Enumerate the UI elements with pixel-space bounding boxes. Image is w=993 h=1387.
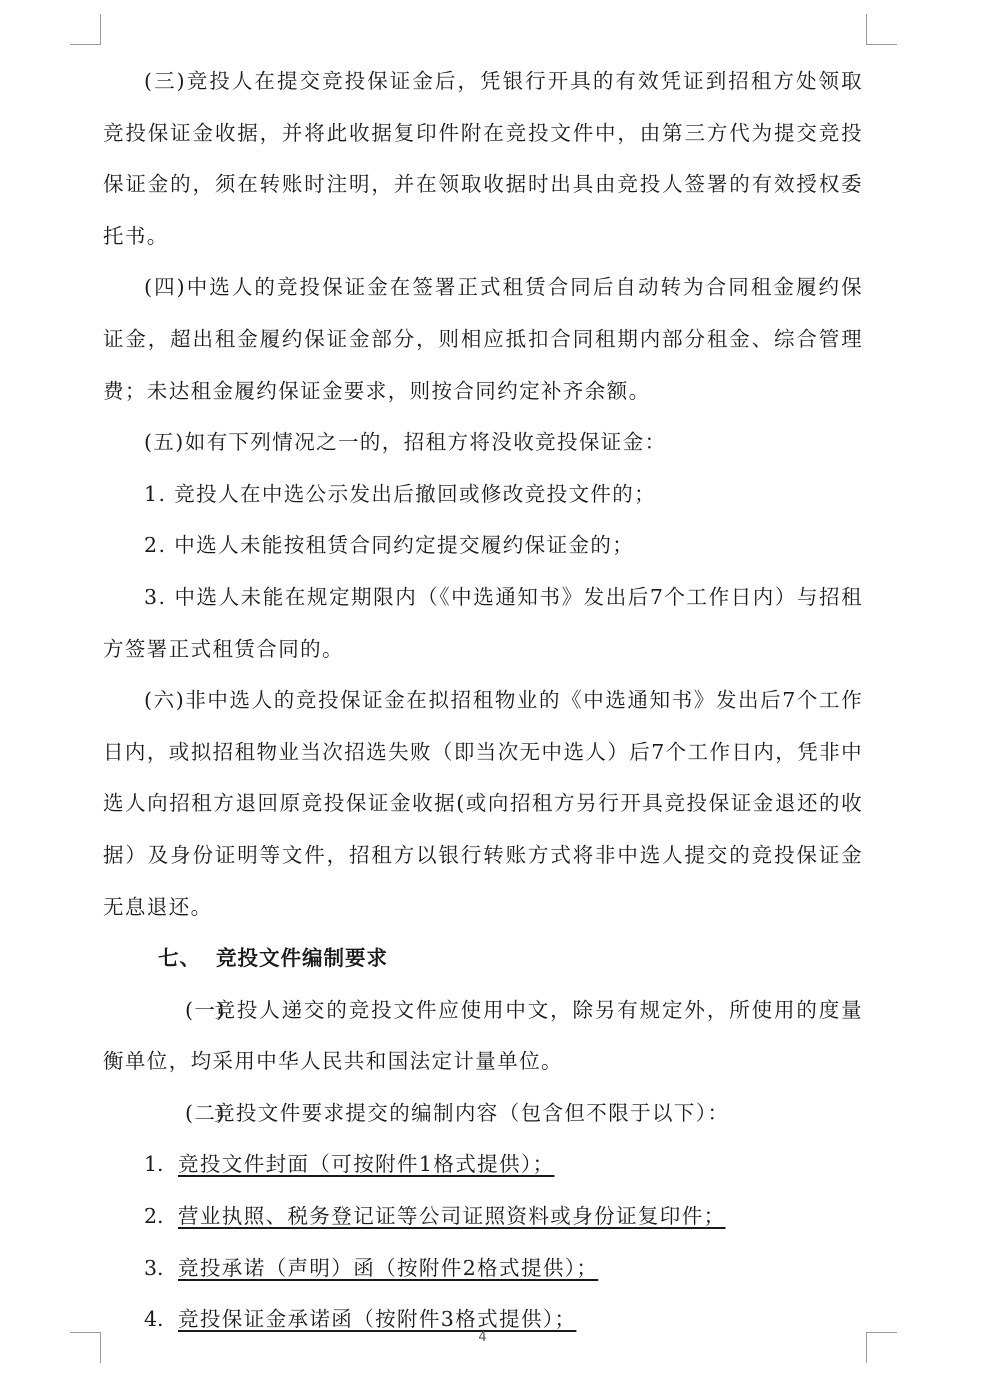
list-item-number: 3.	[144, 1255, 164, 1280]
list-item-number: 4.	[144, 1307, 164, 1332]
paragraph-forfeiture-case-1: 1. 竞投人在中选公示发出后撤回或修改竞投文件的；	[144, 481, 657, 506]
subsection-2-text: 竞投文件要求提交的编制内容（包含但不限于以下）：	[214, 1100, 730, 1125]
list-item	[103, 1191, 863, 1243]
list-item	[103, 1139, 863, 1191]
crop-mark-top-right	[866, 14, 897, 45]
page-body	[103, 56, 863, 1346]
list-item-text: 竞投保证金承诺函（按附件3格式提供）；	[178, 1307, 577, 1332]
list-item-text: 竞投文件封面（可按附件1格式提供）；	[178, 1152, 555, 1177]
page-number: 4	[478, 1330, 487, 1345]
paragraph-deposit-receipt: (三)竞投人在提交竞投保证金后，凭银行开具的有效凭证到招租方处领取竞投保证金收据，并将此收据复印件附在竞投文件中，由第三方代为提交竞投保证金的，须在转账时注明，并在领取收据时出具由竞投人签署的有效授权委托书。	[103, 69, 863, 248]
crop-mark-top-left	[70, 14, 101, 45]
subsection-1	[103, 985, 863, 1088]
subsection-1-text: 竞投人递交的竞投文件应使用中文，除另有规定外，所使用的度量衡单位，均采用中华人民共和国法定计量单位。	[103, 997, 863, 1074]
list-item	[103, 1243, 863, 1295]
section-title: 竞投文件编制要求	[216, 946, 388, 971]
subsection-1-number: (一)	[185, 997, 226, 1022]
list-item-number: 2.	[144, 1204, 164, 1229]
paragraph-forfeiture-case-2: 2. 中选人未能按租赁合同约定提交履约保证金的；	[144, 533, 635, 558]
paragraph-deposit-conversion: (四)中选人的竞投保证金在签署正式租赁合同后自动转为合同租金履约保证金，超出租金履约保证金部分，则相应抵扣合同租期内部分租金、综合管理费；未达租金履约保证金要求，则按合同约定补齐余额。	[103, 275, 863, 403]
section-heading	[103, 933, 863, 985]
list-item-text: 竞投承诺（声明）函（按附件2格式提供）；	[178, 1255, 599, 1280]
paragraph-forfeiture-intro: (五)如有下列情况之一的，招租方将没收竞投保证金：	[144, 430, 667, 455]
list-item-text: 营业执照、税务登记证等公司证照资料或身份证复印件；	[178, 1204, 726, 1229]
paragraph-forfeiture-case-3: 3. 中选人未能在规定期限内（《中选通知书》发出后7个工作日内）与招租方签署正式租赁合同的。	[103, 584, 863, 661]
subsection-2-number: (二)	[185, 1100, 226, 1125]
subsection-2	[103, 1088, 863, 1140]
section-number: 七、	[158, 946, 201, 971]
list-item-number: 1.	[144, 1152, 164, 1177]
paragraph-deposit-refund: (六)非中选人的竞投保证金在拟招租物业的《中选通知书》发出后7个工作日内，或拟招租物业当次招选失败（即当次无中选人）后7个工作日内，凭非中选人向招租方退回原竞投保证金收据(或向招租方另行开具竞投保证金退还的收据）及身份证明等文件，招租方以银行转账方式将非中选人提交的竞投保证金无息退还。	[103, 688, 863, 919]
